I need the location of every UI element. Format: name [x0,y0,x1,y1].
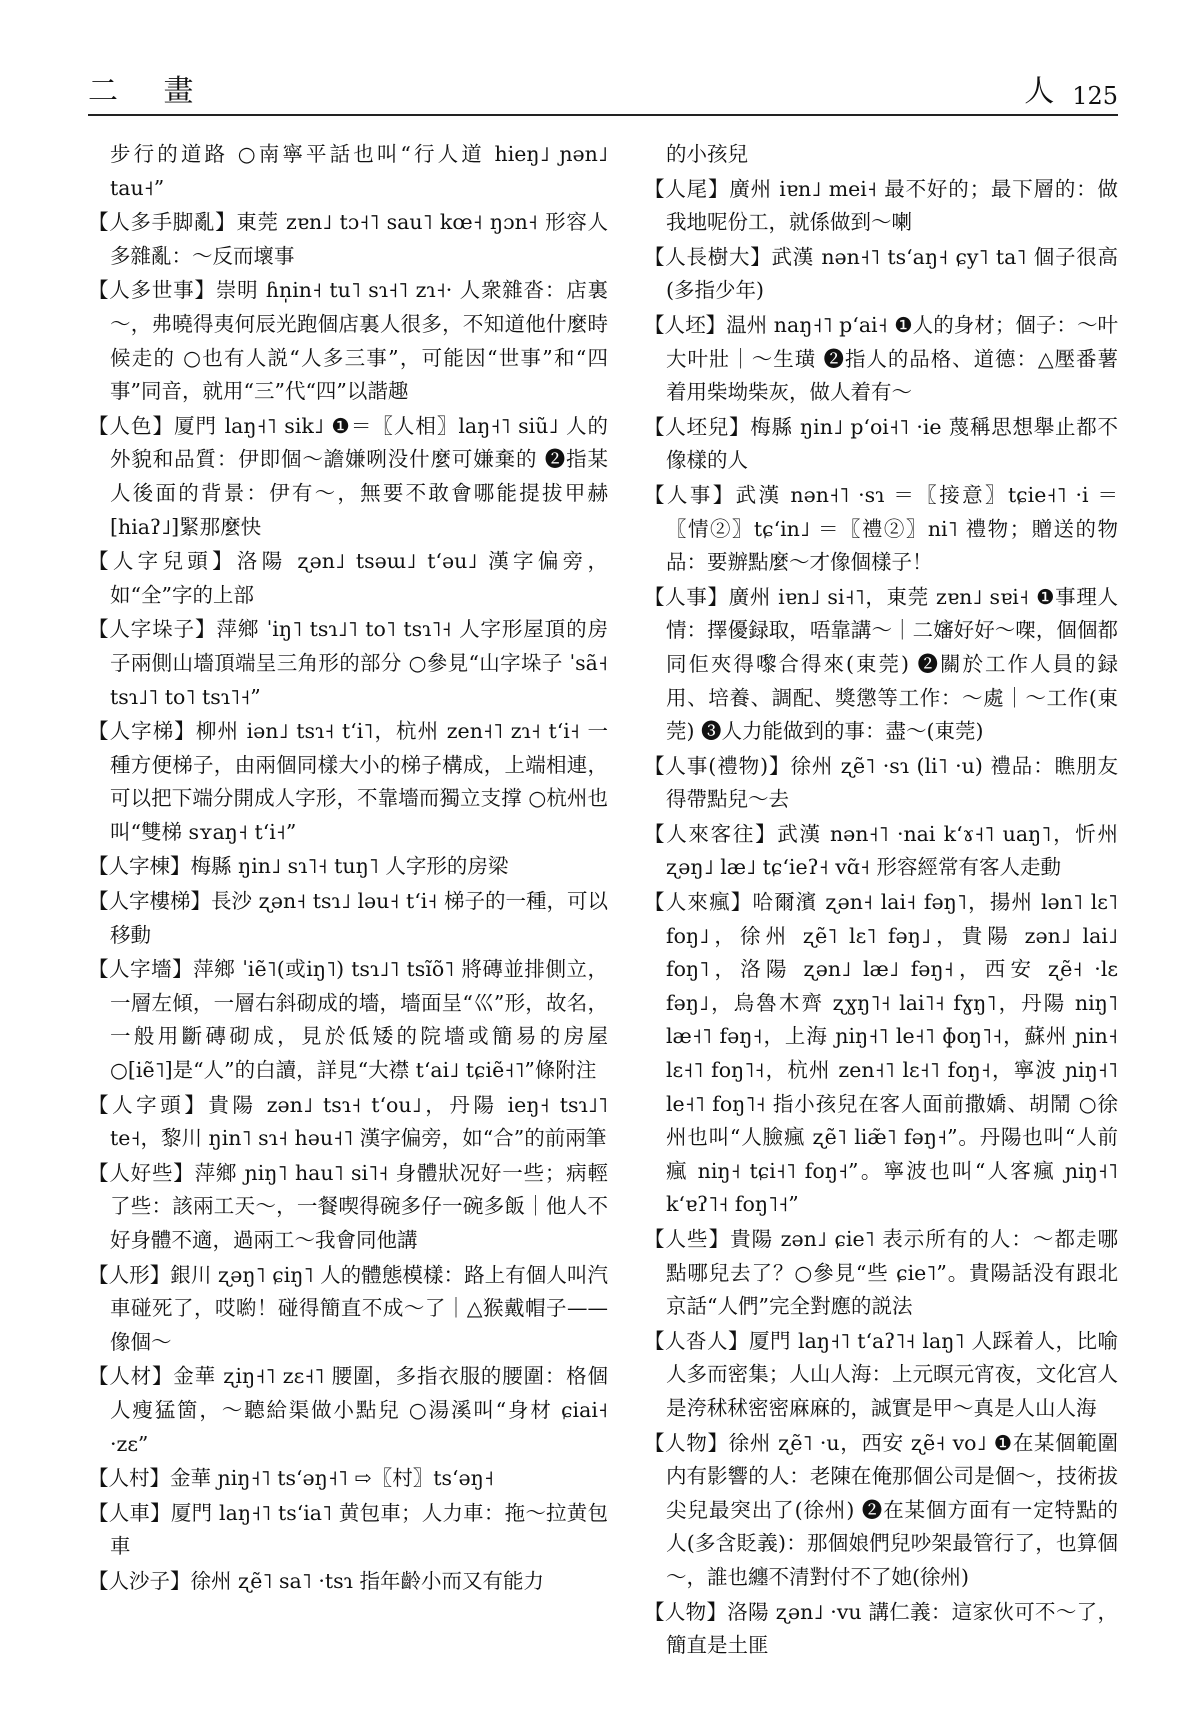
entry-definition: 柳州 iən˩ tsɿ˧ tʻi˥，杭州 zen˧˥ zɿ˧ tʻi˧ 一種方便梯子，由兩個同樣大小的梯子構成，上端相連，可以把下端分開成人字形，不靠墻而獨立支撑 ○杭州也叫“雙梯 sʏaŋ˧ tʻi˧” [110,719,608,844]
entry-headword: 【人來瘋】 [644,890,753,915]
dictionary-entry [644,1596,1118,1663]
dictionary-entry [88,410,608,544]
entry-headword: 【人物】 [644,1430,729,1455]
entry-definition: 厦門 laŋ˧˥ tʻaʔ˥˧ laŋ˥ 人踩着人，比喻人多而密集；人山人海：上元暝元宵夜，文化宫人是洿秫秫密密麻麻的，誠實是甲～真是人山人海 [666,1328,1119,1420]
entry-definition: 貴陽 zən˩ tsɿ˧ tʻou˩，丹陽 ieŋ˧ tsɿ˩˥ te˧，黎川 ŋin˥ sɿ˧ həu˧˥ 漢字偏旁，如“合”的前兩筆 [110,1092,608,1151]
entry-definition: 温州 naŋ˧˥ pʻai˧ ❶人的身材；個子：～叶大叶壯｜～生璜 ❷指人的品格、道德：△壓番薯着用柴坳柴灰，做人着有～ [666,312,1119,405]
entry-headword: 【人坯】 [644,312,727,337]
entry-headword: 【人坯兒】 [644,414,751,439]
entry-headword: 【人車】 [88,1500,171,1525]
dictionary-entry [88,545,608,612]
dictionary-entry [88,613,608,714]
entry-definition: 廣州 iɐn˩ mei˧ 最不好的；最下層的：做我地呢份工，就係做到～喇 [666,176,1118,235]
dictionary-entry [644,138,1118,172]
dictionary-entry [88,1565,608,1599]
header-right [1024,66,1118,110]
entry-headword: 【人字棟】 [88,854,191,879]
dictionary-entry [644,173,1118,240]
entry-definition: 徐州 ʐẽ˥ ·u，西安 ʐẽ˧ vo˩ ❶在某個範圍内有影響的人：老陳在俺那個公司是個～，技術拔尖兒最突出了(徐州) ❷在某個方面有一定特點的人(多含貶義)：那個娘們兒吵架最管行了，也算個～，誰也纏不清對付不了她(徐州) [666,1430,1119,1589]
right-column [644,138,1118,1664]
entry-definition: 梅縣 ŋin˩ sɿ˥˧ tuŋ˥ 人字形的房梁 [190,854,509,879]
entry-headword: 【人字梯】 [88,719,196,744]
entry-definition: 武漢 nən˧˥ ·nai kʻɤ˧˥ uaŋ˥，忻州 ʐəŋ˩ læ˩ tɕʻieʔ˧ vɑ̃˧ 形容經常有客人走動 [666,821,1119,880]
entry-definition: 徐州 ʐẽ˥ sa˥ ·tsɿ 指年齡小而又有能力 [190,1568,544,1593]
entry-definition: 金華 ʐiŋ˧˥ zɛ˧˥ 腰圍，多指衣服的腰圍：格個人瘦猛箇，～聽給渠做小點兒 ○湯溪叫“身材 ɕiai˧ ·zɛ” [110,1364,609,1456]
entry-headword: 【人字兒頭】 [88,549,237,574]
entry-definition: 徐州 ʐẽ˥ ·sɿ (li˥ ·u) 禮品：瞧朋友得帶點兒～去 [666,753,1118,812]
entry-headword: 【人沓人】 [644,1328,749,1353]
radical-label: 人 [1024,74,1055,109]
dictionary-entry [88,850,608,884]
dictionary-entry [88,1462,608,1496]
entry-definition: 的小孩兒 [666,142,748,166]
entry-headword: 【人色】 [88,413,175,438]
entry-headword: 【人來客往】 [644,821,778,846]
entry-headword: 【人字頭】 [88,1092,209,1117]
dictionary-entry [88,274,608,408]
dictionary-entry [644,411,1118,478]
dictionary-entry [644,241,1118,308]
section-title: 二 畫 [88,74,212,109]
entry-headword: 【人沙子】 [88,1568,191,1593]
dictionary-entry [88,1497,608,1564]
entry-headword: 【人事(禮物)】 [644,753,791,778]
dictionary-entry [644,818,1118,885]
entry-definition: 金華 ɲiŋ˧˥ tsʻəŋ˧˥ ⇨〖村〗tsʻəŋ˧ [170,1466,494,1491]
running-header [88,66,1118,116]
entry-definition: 洛陽 ʐən˩ tsəɯ˩ tʻəu˩ 漢字偏旁，如“全”字的上部 [110,549,609,607]
dictionary-entry [644,1427,1118,1595]
entry-headword: 【人字樓梯】 [88,889,212,914]
entry-headword: 【人好些】 [88,1160,195,1185]
dictionary-entry [88,953,608,1087]
entry-headword: 【人多手脚亂】 [88,210,237,235]
dictionary-entry [88,1360,608,1461]
entry-headword: 【人尾】 [644,176,730,201]
dictionary-entry [644,479,1118,580]
entry-headword: 【人村】 [88,1466,170,1491]
entry-definition: 長沙 ʐən˧ tsɿ˩ ləu˧ tʻi˧ 梯子的一種，可以移動 [110,889,608,947]
entry-headword: 【人事】 [644,584,729,609]
dictionary-entry [88,138,608,205]
dictionary-entry [88,1157,608,1258]
entry-definition: 哈爾濱 ʐən˧ lai˧ fəŋ˥，揚州 lən˥ lɛ˥ foŋ˩，徐州 ʐẽ˥ lɛ˥ fəŋ˩，貴陽 zən˩ lai˩ foŋ˥，洛陽 ʐən˩ læ˩ fəŋ˧，西安 ʐẽ˧ ·lɛ fəŋ˩，烏魯木齊 ʐɣŋ˥˧ lai˥˧ fɣŋ˥，丹陽 niŋ˥ læ˧˥ fəŋ˧，上海 ɲiŋ˧˥ le˧˥ ɸoŋ˥˧，蘇州 ɲin˧ lɛ˧˥ foŋ˥˧，杭州 zen˧˥ lɛ˧˥ foŋ˧，寧波 ɲiŋ˧˥ le˧˥ foŋ˥˧ 指小孩兒在客人面前撒嬌、胡鬧 ○徐州也叫“人臉瘋 ʐẽ˥ liæ̃˥ fəŋ˧”。丹陽也叫“人前瘋 niŋ˧ tɕi˧˥ foŋ˧”。寧波也叫“人客瘋 ɲiŋ˧˥ kʻɐʔ˥˧ foŋ˥˧” [666,890,1118,1217]
dictionary-entry [88,1089,608,1156]
entry-headword: 【人多世事】 [88,278,216,303]
entry-definition: 步行的道路 ○南寧平話也叫“行人道 hieŋ˩ ɲən˩ tau˧” [110,142,608,200]
entry-definition: 厦門 laŋ˧˥ sik˩ ❶＝〖人相〗laŋ˧˥ siũ˩ 人的外貌和品質：伊即個～譫嫌咧没什麼可嫌棄的 ❷指某人後面的背景：伊有～，無要不敢會哪能提拔甲赫[hiaʔ˩]緊那麼快 [110,413,608,539]
entry-definition: 萍鄉 ɲiŋ˥ hau˥ si˥˧ 身體狀况好一些；病輕了些：該兩工天～，一餐喫得碗多仔一碗多飯｜他人不好身體不適，過兩工～我會同他講 [110,1160,609,1252]
dictionary-entry [644,1223,1118,1324]
entry-headword: 【人形】 [88,1262,171,1287]
entry-headword: 【人些】 [644,1227,731,1251]
dictionary-entry [88,885,608,952]
entry-definition: 梅縣 ŋin˩ pʻoi˧˥ ·ie 蔑稱思想舉止都不像樣的人 [666,414,1119,473]
entry-definition: 武漢 nən˧˥ ·sɿ ＝〖接意〗tɕie˧˥ ·i ＝〖情②〗tɕʻin˩ ＝〖禮②〗ni˥ 禮物；贈送的物品：要辦點麼～才像個樣子！ [666,482,1119,575]
dictionary-entry [644,750,1118,817]
entry-definition: 銀川 ʐəŋ˥ ɕiŋ˥ 人的體態模樣：路上有個人叫汽車碰死了，哎喲！碰得簡直不成～了｜△猴戴帽子——像個～ [110,1262,609,1354]
dictionary-entry [88,206,608,273]
entry-headword: 【人材】 [88,1364,174,1389]
entry-headword: 【人事】 [644,482,736,507]
dictionary-entry [644,581,1118,749]
entry-headword: 【人字垛子】 [88,617,217,642]
dictionary-entry [88,715,608,849]
entry-definition: 萍鄉 ˈiŋ˥ tsɿ˩˥ to˥ tsɿ˥˧ 人字形屋頂的房子兩側山墻頂端呈三角形的部分 ○參見“山字垛子 ˈsã˧ tsɿ˩˥ to˥ tsɿ˥˧” [110,617,608,709]
page-number: 125 [1072,82,1118,110]
left-column [88,138,608,1600]
dictionary-entry [644,1325,1118,1426]
entry-definition: 武漢 nən˧˥ tsʻaŋ˧ ɕy˥ ta˥ 個子很高(多指少年) [666,244,1119,303]
entry-headword: 【人物】 [644,1599,728,1624]
entry-headword: 【人字墻】 [88,957,194,982]
entry-definition: 廣州 iɐn˩ si˧˥，東莞 zɐn˩ sɐi˧ ❶事理人情：擇優録取，唔靠講～｜二嬸好好～㗎，個個都同佢夾得嚟合得來(東莞) ❷關於工作人員的録用、培養、調配、獎懲等工作：～處｜～工作(東莞) ❸人力能做到的事：盡～(東莞) [666,584,1119,744]
entry-definition: 萍鄉 ˈiẽ˥(或iŋ˥) tsɿ˩˥ tsĩõ˥ 將磚並排側立，一層左傾，一層右斜砌成的墻，墻面呈“巛”形，故名，一般用斷磚砌成，見於低矮的院墻或簡易的房屋 ○[iẽ˥]是“人”的白讀，詳見“大襟 tʻai˩ tɕiẽ˧˥”條附注 [110,957,609,1083]
entry-headword: 【人長樹大】 [644,244,772,269]
entry-definition: 厦門 laŋ˧˥ tsʻia˥ 黄包車；人力車：拖～拉黄包車 [110,1500,608,1559]
dictionary-entry [644,309,1118,410]
dictionary-entry [88,1259,608,1360]
entry-definition: 崇明 ɦn̩in˧ tu˥ sɿ˧˥ zɿ˧· 人衆雜沓：店裏～，弗曉得夷何辰光跑個店裏人很多，不知道他什麼時候走的 ○也有人説“人多三事”，可能因“世事”和“四事”同音，就用“三”代“四”以諧趣 [110,278,609,404]
dictionary-entry [644,886,1118,1222]
entry-definition: 東莞 zɐn˩ tɔ˧˥ sau˥ kœ˧ ŋɔn˧ 形容人多雜亂：～反而壞事 [110,210,609,268]
entry-definition: 洛陽 ʐən˩ ·vu 講仁義：這家伙可不～了，簡直是土匪 [666,1599,1118,1658]
entry-definition: 貴陽 zən˩ ɕie˥ 表示所有的人：～都走哪點哪兒去了？○參見“些 ɕie˥”。貴陽話没有跟北京話“人們”完全對應的説法 [666,1227,1118,1319]
